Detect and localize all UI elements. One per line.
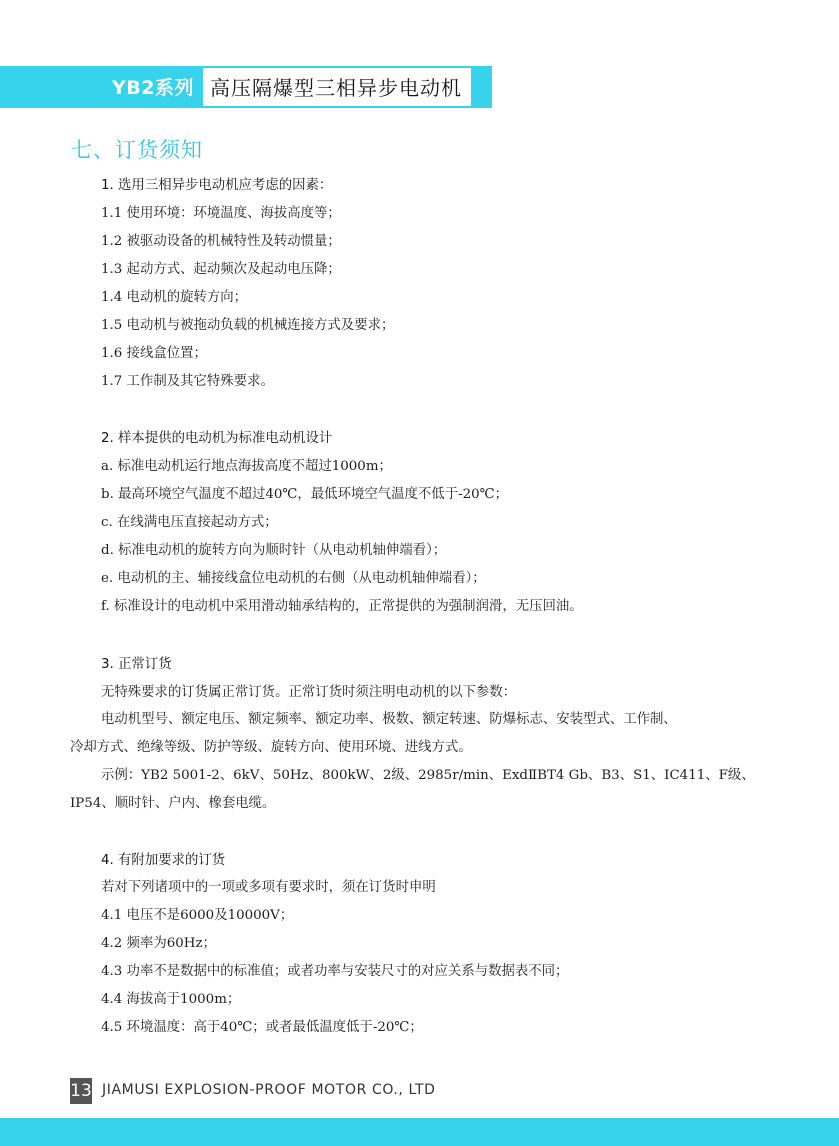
list-item: 1.5 电动机与被拖动负载的机械连接方式及要求； (101, 318, 395, 333)
list-item: 4.4 海拔高于1000m； (101, 992, 241, 1007)
list-item: 1.6 接线盒位置； (101, 346, 207, 361)
section-2-heading: 2. 样本提供的电动机为标准电动机设计 (101, 431, 333, 446)
paragraph-line: 若对下列诸项中的一项或多项有要求时，须在订货时申明 (101, 880, 436, 895)
list-item: 4.3 功率不是数据中的标准值；或者功率与安装尺寸的对应关系与数据表不同； (101, 964, 569, 979)
list-item: 1.1 使用环境：环境温度、海拔高度等； (101, 206, 341, 221)
list-item: b. 最高环境空气温度不超过40℃，最低环境空气温度不低于-20℃； (101, 487, 509, 502)
section-title: 七、订货须知 (71, 138, 203, 162)
series-label: YB2系列 (112, 77, 194, 99)
list-item: d. 标准电动机的旋转方向为顺时针（从电动机轴伸端看）； (101, 543, 447, 558)
section-1-heading: 1. 选用三相异步电动机应考虑的因素： (101, 178, 333, 193)
list-item: e. 电动机的主、辅接线盒位电动机的右侧（从电动机轴伸端看）； (101, 571, 486, 586)
list-item: f. 标准设计的电动机中采用滑动轴承结构的，正常提供的为强制润滑，无压回油。 (101, 599, 583, 614)
list-item: 1.7 工作制及其它特殊要求。 (101, 374, 274, 389)
list-item: 4.5 环境温度：高于40℃；或者最低温度低于-20℃； (101, 1020, 423, 1035)
paragraph-line: IP54、顺时针、户内、橡套电缆。 (70, 796, 276, 811)
page-number: 13 (70, 1078, 92, 1104)
list-item: 4.2 频率为60Hz； (101, 936, 216, 951)
page-title: 高压隔爆型三相异步电动机 (210, 76, 462, 100)
list-item: a. 标准电动机运行地点海拔高度不超过1000m； (101, 459, 392, 474)
section-3-heading: 3. 正常订货 (101, 657, 172, 672)
section-4-heading: 4. 有附加要求的订货 (101, 853, 226, 868)
paragraph-line: 电动机型号、额定电压、额定频率、额定功率、极数、额定转速、防爆标志、安装型式、工作制、 (101, 712, 677, 727)
list-item: c. 在线满电压直接起动方式； (101, 515, 278, 530)
paragraph-line: 无特殊要求的订货属正常订货。正常订货时须注明电动机的以下参数： (101, 685, 517, 700)
paragraph-line: 冷却方式、绝缘等级、防护等级、旋转方向、使用环境、进线方式。 (70, 740, 472, 755)
list-item: 1.4 电动机的旋转方向； (101, 290, 248, 305)
list-item: 4.1 电压不是6000及10000V； (101, 908, 294, 923)
list-item: 1.2 被驱动设备的机械特性及转动惯量； (101, 234, 341, 249)
paragraph-line: 示例：YB2 5001-2、6kV、50Hz、800kW、2级、2985r/min、ExdⅡBT4 Gb、B3、S1、IC411、F级、 (101, 768, 755, 783)
bottom-band (0, 1118, 839, 1146)
footer-company-name: JIAMUSI EXPLOSION-PROOF MOTOR CO., LTD (102, 1082, 436, 1098)
list-item: 1.3 起动方式、起动频次及起动电压降； (101, 262, 341, 277)
